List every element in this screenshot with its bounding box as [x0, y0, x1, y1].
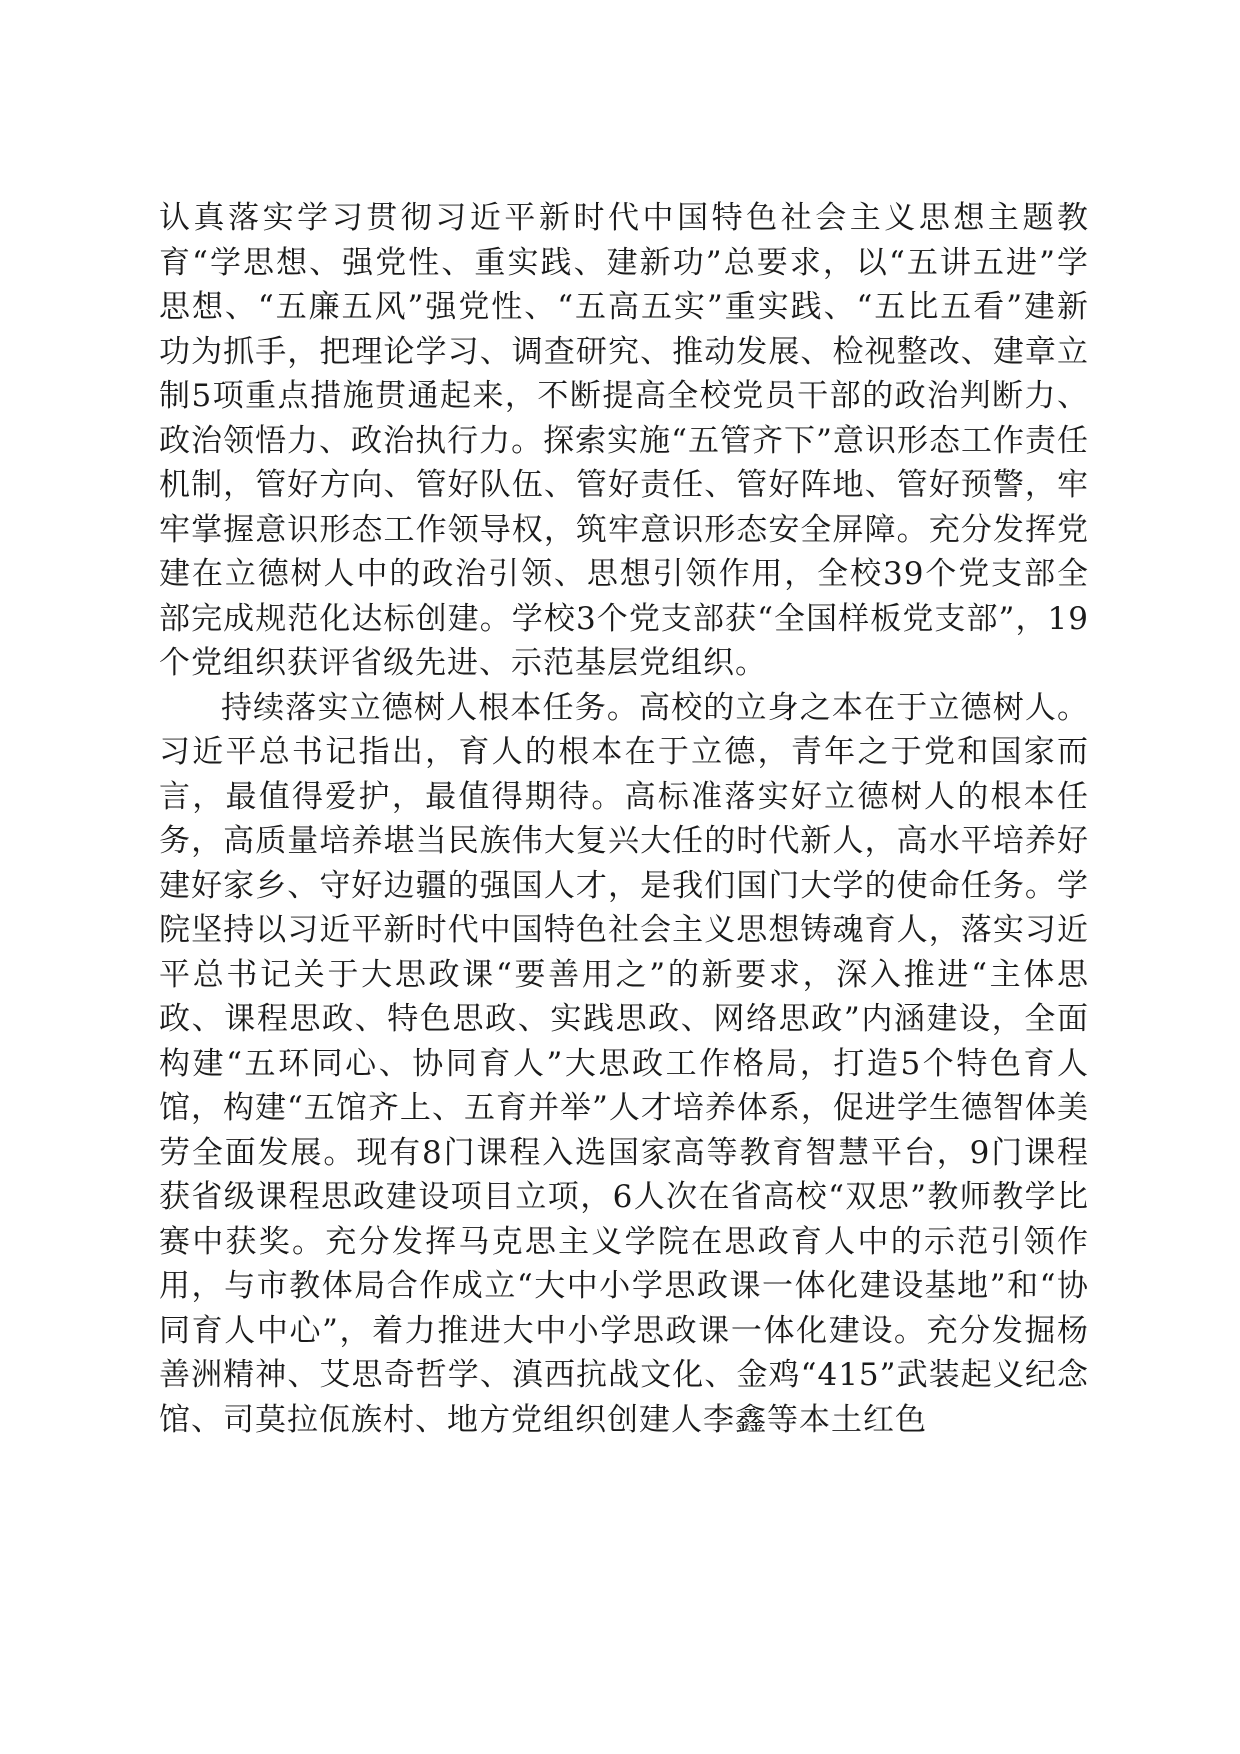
paragraph-continuation: 认真落实学习贯彻习近平新时代中国特色社会主义思想主题教育“学思想、强党性、重实践、建新功”总要求，以“五讲五进”学思想、“五廉五风”强党性、“五高五实”重实践、“五比五看”建新功为抓手，把理论学习、调查研究、推动发展、检视整改、建章立制5项重点措施贯通起来，不断提高全校党员干部的政治判断力、政治领悟力、政治执行力。探索实施“五管齐下”意识形态工作责任机制，管好方向、管好队伍、管好责任、管好阵地、管好预警，牢牢掌握意识形态工作领导权，筑牢意识形态安全屏障。充分发挥党建在立德树人中的政治引领、思想引领作用，全校39个党支部全部完成规范化达标创建。学校3个党支部获“全国样板党支部”，19个党组织获评省级先进、示范基层党组织。: [159, 200, 1089, 681]
body-text: [159, 196, 1089, 1442]
paragraph-lide-shuren: 持续落实立德树人根本任务。高校的立身之本在于立德树人。习近平总书记指出，育人的根本在于立德，青年之于党和国家而言，最值得爱护，最值得期待。高标准落实好立德树人的根本任务，高质量培养堪当民族伟大复兴大任的时代新人，高水平培养好建好家乡、守好边疆的强国人才，是我们国门大学的使命任务。学院坚持以习近平新时代中国特色社会主义思想铸魂育人，落实习近平总书记关于大思政课“要善用之”的新要求，深入推进“主体思政、课程思政、特色思政、实践思政、网络思政”内涵建设，全面构建“五环同心、协同育人”大思政工作格局，打造5个特色育人馆，构建“五馆齐上、五育并举”人才培养体系，促进学生德智体美劳全面发展。现有8门课程入选国家高等教育智慧平台，9门课程获省级课程思政建设项目立项，6人次在省高校“双思”教师教学比赛中获奖。充分发挥马克思主义学院在思政育人中的示范引领作用，与市教体局合作成立“大中小学思政课一体化建设基地”和“协同育人中心”，着力推进大中小学思政课一体化建设。充分发掘杨善洲精神、艾思奇哲学、滇西抗战文化、金鸡“415”武装起义纪念馆、司莫拉佤族村、地方党组织创建人李鑫等本土红色: [159, 689, 1089, 1438]
